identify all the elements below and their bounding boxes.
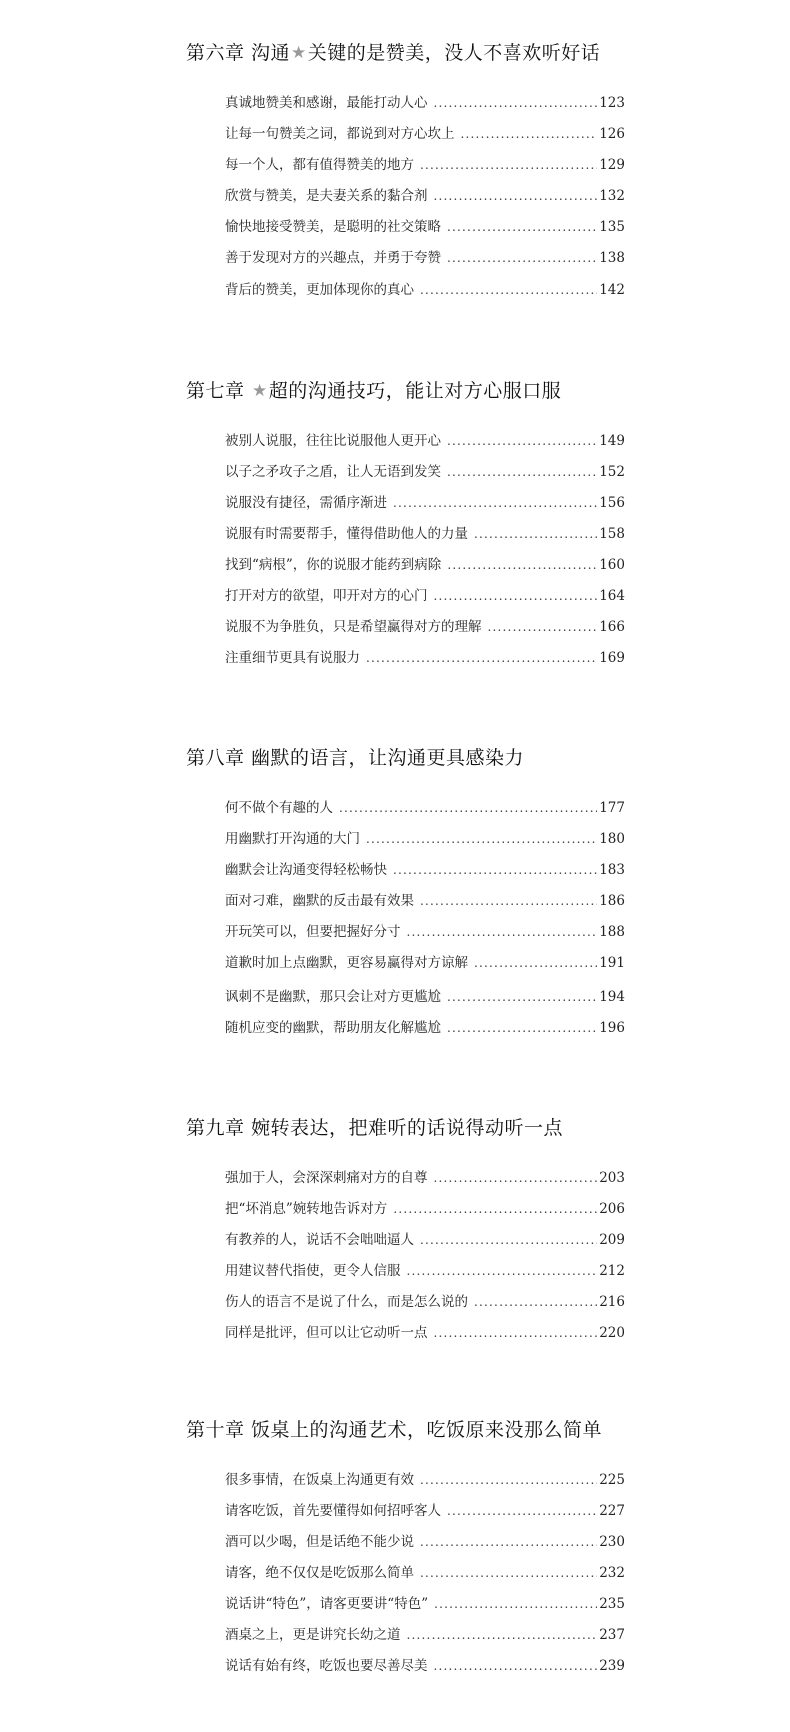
toc-entry[interactable]	[225, 1322, 625, 1344]
page-number: 225	[599, 1472, 625, 1488]
entry-title: 善于发现对方的兴趣点，并勇于夸赞	[225, 250, 441, 266]
dot-leader	[474, 1291, 597, 1313]
page-number: 180	[599, 831, 625, 847]
page-number: 166	[599, 619, 625, 635]
dot-leader	[420, 1469, 597, 1491]
chapter-title-part-2: 关键的是赞美，没人不喜欢听好话	[307, 42, 601, 64]
chapter-title: 第八章 幽默的语言，让沟通更具感染力	[186, 747, 525, 769]
toc-entry[interactable]	[225, 1198, 625, 1220]
dot-leader	[447, 461, 597, 483]
entry-title: 把“坏消息”婉转地告诉对方	[225, 1201, 388, 1217]
page-number: 235	[599, 1596, 625, 1612]
page-number: 142	[599, 282, 625, 298]
dot-leader	[339, 797, 597, 819]
entry-title: 道歉时加上点幽默，更容易赢得对方谅解	[225, 955, 468, 971]
chapter-title: 第十章 饭桌上的沟通艺术，吃饭原来没那么简单	[186, 1419, 603, 1441]
dot-leader	[434, 185, 598, 207]
dot-leader	[488, 616, 598, 638]
dot-leader	[393, 1198, 597, 1220]
dot-leader	[420, 1531, 597, 1553]
chapter-title-part-1: 第七章	[186, 380, 252, 402]
dot-leader	[447, 554, 597, 576]
dot-leader	[420, 1229, 597, 1251]
toc-entry[interactable]	[225, 1500, 625, 1522]
star-icon: ★	[291, 43, 307, 63]
entry-title: 讽刺不是幽默，那只会让对方更尴尬	[225, 989, 441, 1005]
dot-leader	[434, 1167, 598, 1189]
entry-title: 找到“病根”，你的说服才能药到病除	[225, 557, 442, 573]
toc-entry[interactable]	[225, 1260, 625, 1282]
page-number: 169	[599, 650, 625, 666]
entry-title: 很多事情，在饭桌上沟通更有效	[225, 1472, 414, 1488]
page-number: 212	[599, 1263, 625, 1279]
dot-leader	[461, 123, 598, 145]
page-number: 186	[599, 893, 625, 909]
page-number: 194	[599, 989, 625, 1005]
dot-leader	[407, 1624, 598, 1646]
entry-title: 伤人的语言不是说了什么，而是怎么说的	[225, 1294, 468, 1310]
toc-entry[interactable]	[225, 952, 625, 974]
entry-title: 说服没有捷径，需循序渐进	[225, 495, 387, 511]
toc-entry[interactable]	[225, 797, 625, 819]
chapter-title-part-2: 超的沟通技巧，能让对方心服口服	[268, 380, 562, 402]
entry-title: 说服有时需要帮手，懂得借助他人的力量	[225, 526, 468, 542]
toc-entry[interactable]	[225, 859, 625, 881]
toc-entry[interactable]	[225, 986, 625, 1008]
entry-title: 请客，绝不仅仅是吃饭那么简单	[225, 1565, 414, 1581]
page-number: 160	[599, 557, 625, 573]
toc-entry[interactable]	[225, 616, 625, 638]
dot-leader	[474, 523, 597, 545]
dot-leader	[447, 430, 597, 452]
dot-leader	[434, 585, 598, 607]
toc-entry[interactable]	[225, 92, 625, 114]
entry-title: 说话讲“特色”，请客更要讲“特色”	[225, 1596, 429, 1612]
entry-title: 注重细节更具有说服力	[225, 650, 360, 666]
entry-title: 酒桌之上，更是讲究长幼之道	[225, 1627, 401, 1643]
dot-leader	[420, 154, 597, 176]
toc-entry[interactable]	[225, 1017, 625, 1039]
entry-title: 开玩笑可以，但要把握好分寸	[225, 924, 401, 940]
toc-entry[interactable]	[225, 154, 625, 176]
entry-title: 被别人说服，往往比说服他人更开心	[225, 433, 441, 449]
page-number: 158	[599, 526, 625, 542]
dot-leader	[474, 952, 597, 974]
entry-title: 酒可以少喝，但是话绝不能少说	[225, 1534, 414, 1550]
dot-leader	[434, 1655, 598, 1677]
toc-entry[interactable]	[225, 554, 625, 576]
page-number: 152	[599, 464, 625, 480]
page-number: 230	[599, 1534, 625, 1550]
dot-leader	[447, 1500, 597, 1522]
dot-leader	[420, 279, 597, 301]
dot-leader	[420, 1562, 597, 1584]
toc-entry[interactable]	[225, 1531, 625, 1553]
dot-leader	[447, 986, 597, 1008]
page-number: 177	[599, 800, 625, 816]
toc-entry[interactable]	[225, 1229, 625, 1251]
toc-entry[interactable]	[225, 247, 625, 269]
toc-entry[interactable]	[225, 1469, 625, 1491]
page-number: 129	[599, 157, 625, 173]
dot-leader	[434, 1322, 598, 1344]
page-number: 196	[599, 1020, 625, 1036]
entry-title: 欣赏与赞美，是夫妻关系的黏合剂	[225, 188, 428, 204]
dot-leader	[393, 492, 597, 514]
entry-title: 每一个人，都有值得赞美的地方	[225, 157, 414, 173]
page-number: 203	[599, 1170, 625, 1186]
entry-title: 用幽默打开沟通的大门	[225, 831, 360, 847]
page-number: 183	[599, 862, 625, 878]
dot-leader	[447, 247, 597, 269]
page-number: 209	[599, 1232, 625, 1248]
dot-leader	[447, 1017, 597, 1039]
page-number: 123	[599, 95, 625, 111]
toc-entry[interactable]	[225, 921, 625, 943]
dot-leader	[434, 92, 598, 114]
dot-leader	[366, 647, 597, 669]
page-number: 135	[599, 219, 625, 235]
dot-leader	[366, 828, 597, 850]
entry-title: 说服不为争胜负，只是希望赢得对方的理解	[225, 619, 482, 635]
page-number: 227	[599, 1503, 625, 1519]
toc-entry[interactable]	[225, 523, 625, 545]
toc-entry[interactable]	[225, 1562, 625, 1584]
toc-entry[interactable]	[225, 1291, 625, 1313]
dot-leader	[393, 859, 597, 881]
entry-title: 面对刁难，幽默的反击最有效果	[225, 893, 414, 909]
entry-title: 有教养的人，说话不会咄咄逼人	[225, 1232, 414, 1248]
toc-entry[interactable]	[225, 185, 625, 207]
dot-leader	[420, 890, 597, 912]
toc-entry[interactable]	[225, 216, 625, 238]
entry-title: 让每一句赞美之词，都说到对方心坎上	[225, 126, 455, 142]
chapter-title-part-1: 第六章 沟通	[186, 42, 291, 64]
entry-title: 以子之矛攻子之盾，让人无语到发笑	[225, 464, 441, 480]
toc-entry[interactable]	[225, 1655, 625, 1677]
entry-title: 用建议替代指使，更令人信服	[225, 1263, 401, 1279]
toc-entry[interactable]	[225, 1624, 625, 1646]
page-number: 149	[599, 433, 625, 449]
toc-entry[interactable]	[225, 492, 625, 514]
page-number: 164	[599, 588, 625, 604]
entry-title: 打开对方的欲望，叩开对方的心门	[225, 588, 428, 604]
dot-leader	[407, 921, 598, 943]
page-number: 132	[599, 188, 625, 204]
page-number: 191	[599, 955, 625, 971]
chapter-title	[186, 40, 600, 66]
chapter-title	[186, 378, 561, 404]
entry-title: 请客吃饭，首先要懂得如何招呼客人	[225, 1503, 441, 1519]
page-number: 237	[599, 1627, 625, 1643]
entry-title: 背后的赞美，更加体现你的真心	[225, 282, 414, 298]
page-number: 232	[599, 1565, 625, 1581]
entry-title: 随机应变的幽默，帮助朋友化解尴尬	[225, 1020, 441, 1036]
toc-entry[interactable]	[225, 890, 625, 912]
entry-title: 同样是批评，但可以让它动听一点	[225, 1325, 428, 1341]
toc-entry[interactable]	[225, 828, 625, 850]
page-number: 138	[599, 250, 625, 266]
toc-entry[interactable]	[225, 279, 625, 301]
entry-title: 愉快地接受赞美，是聪明的社交策略	[225, 219, 441, 235]
toc-entry[interactable]	[225, 1593, 625, 1615]
dot-leader	[447, 216, 597, 238]
chapter-title: 第九章 婉转表达，把难听的话说得动听一点	[186, 1117, 564, 1139]
dot-leader	[407, 1260, 598, 1282]
star-icon: ★	[252, 381, 268, 401]
page-number: 126	[599, 126, 625, 142]
toc-entry[interactable]	[225, 647, 625, 669]
entry-title: 幽默会让沟通变得轻松畅快	[225, 862, 387, 878]
entry-title: 真诚地赞美和感谢，最能打动人心	[225, 95, 428, 111]
entry-title: 何不做个有趣的人	[225, 800, 333, 816]
toc-entry[interactable]	[225, 123, 625, 145]
page-number: 216	[599, 1294, 625, 1310]
page-number: 220	[599, 1325, 625, 1341]
toc-entry[interactable]	[225, 1167, 625, 1189]
entry-title: 说话有始有终，吃饭也要尽善尽美	[225, 1658, 428, 1674]
entry-title: 强加于人，会深深刺痛对方的自尊	[225, 1170, 428, 1186]
page-number: 239	[599, 1658, 625, 1674]
toc-entry[interactable]	[225, 585, 625, 607]
toc-entry[interactable]	[225, 461, 625, 483]
page-number: 156	[599, 495, 625, 511]
toc-entry[interactable]	[225, 430, 625, 452]
dot-leader	[434, 1593, 597, 1615]
page-number: 206	[599, 1201, 625, 1217]
page-number: 188	[599, 924, 625, 940]
